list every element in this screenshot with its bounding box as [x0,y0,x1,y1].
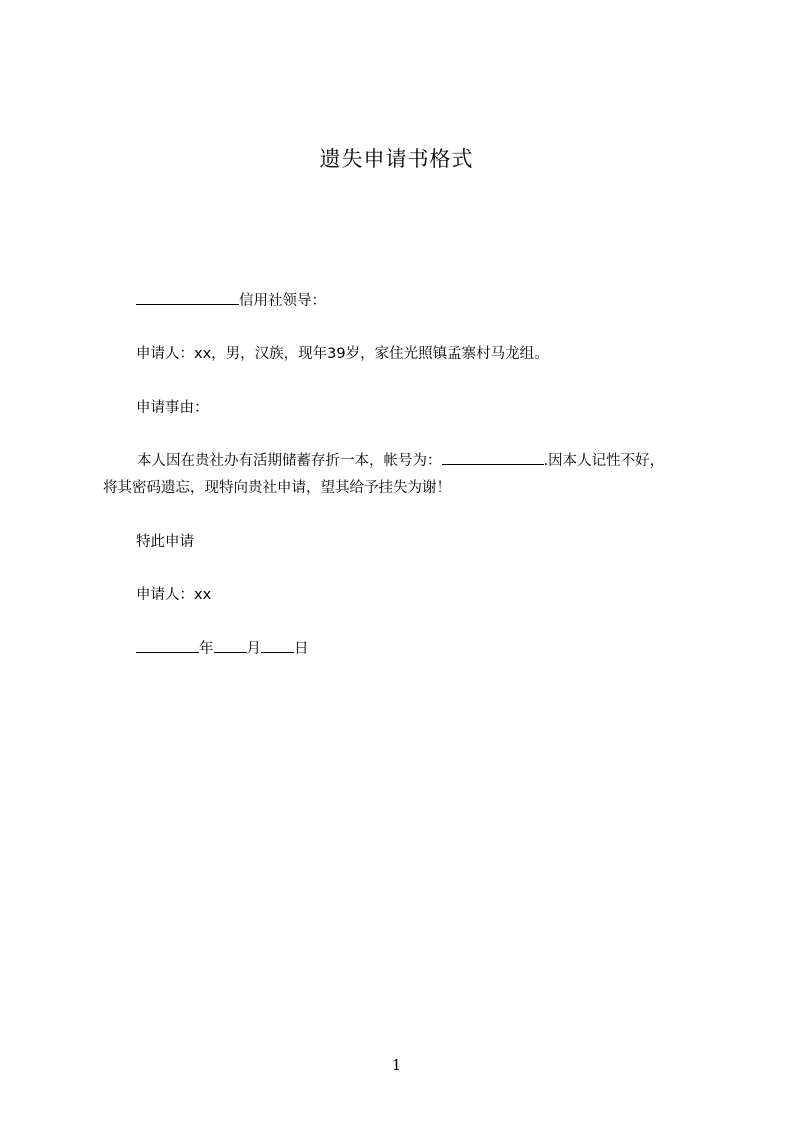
month-blank [214,638,247,653]
date-line [136,638,309,659]
addressee-text: 信用社领导： [239,293,326,309]
body-line-2: 将其密码遗忘，现特向贵社申请，望其给予挂失为谢！ [103,480,451,496]
date-month-label: 月 [246,641,261,657]
page-number: 1 [391,1056,402,1074]
body-line-1 [103,448,703,475]
body-text-part1: 本人因在贵社办有活期储蓄存折一本，帐号为： [137,453,442,469]
reason-heading: 申请事由： [136,400,209,416]
closing-text: 特此申请 [136,534,194,550]
year-blank [136,638,199,653]
body-paragraph [103,448,703,502]
signature-line: 申请人：xx [136,587,212,603]
applicant-line: 申请人：xx，男，汉族，现年39岁，家住光照镇孟寨村马龙组。 [136,346,549,362]
addressee-blank [136,290,239,305]
body-text-part2: .因本人记性不好， [543,453,665,469]
date-year-label: 年 [199,641,214,657]
account-number-blank [442,450,544,465]
day-blank [261,638,294,653]
document-title: 遗失申请书格式 [319,147,474,171]
addressee-line [136,290,326,311]
date-day-label: 日 [294,641,309,657]
